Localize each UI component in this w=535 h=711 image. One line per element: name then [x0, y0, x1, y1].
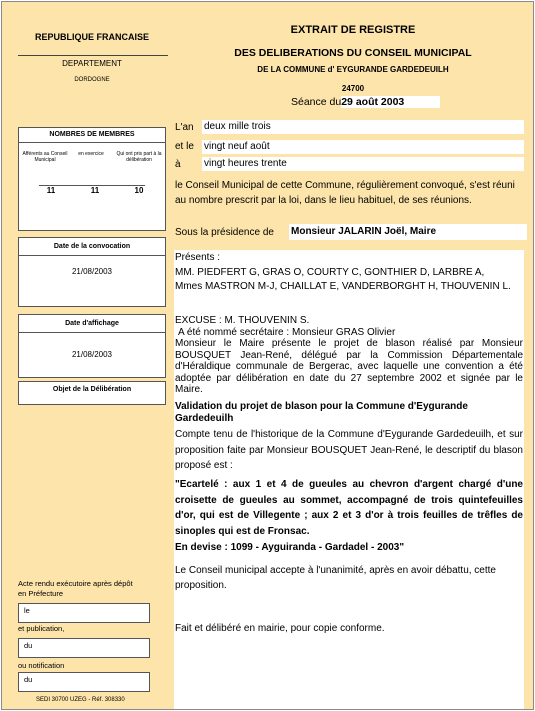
- divider: [18, 55, 168, 56]
- accepte-text: Le Conseil municipal accepte à l'unanimité, après en avoir débattu, cette proposition.: [175, 565, 496, 591]
- deliberations-title: DES DELIBERATIONS DU CONSEIL MUNICIPAL: [234, 47, 472, 59]
- secretaire-line: A été nommé secrétaire : Monsieur GRAS Olivier: [178, 327, 396, 338]
- excuse-line: EXCUSE : M. THOUVENIN S.: [175, 315, 310, 326]
- col-label-afferents: Afférents au Conseil Municipal: [22, 151, 68, 163]
- department-label: DEPARTEMENT: [62, 59, 122, 68]
- objet-label: Objet de la Délibération: [52, 386, 132, 393]
- objet-box: [18, 381, 166, 405]
- commune-title: DE LA COMMUNE d' EYGURANDE GARDEDEUILH: [257, 65, 449, 74]
- convocation-box: [18, 237, 166, 307]
- convocation-text: le Conseil Municipal de cette Commune, régulièrement convoqué, s'est réuni au nombre prescrit par la loi, dans le lieu habituel, de ses réunions.: [175, 180, 515, 206]
- presents-label: Présents :: [175, 252, 221, 263]
- members-box: [18, 127, 166, 231]
- presidence-label: Sous la présidence de: [175, 227, 274, 238]
- affichage-label: Date d'affichage: [65, 320, 119, 327]
- deliberation-page: [1, 1, 534, 710]
- validation-title: Validation du projet de blason pour la Commune d'Eygurande Gardedeuilh: [175, 401, 468, 424]
- register-title: EXTRAIT DE REGISTRE: [290, 24, 416, 36]
- a-value: vingt heures trente: [202, 157, 524, 171]
- postal-code: 24700: [341, 84, 365, 93]
- seance-line: [291, 96, 440, 108]
- divider: [19, 142, 165, 143]
- members-afferents-value: 11: [46, 186, 56, 195]
- seance-label: Séance du: [291, 96, 342, 108]
- historique-text: Compte tenu de l'historique de la Commune d'Eygurande Gardedeuilh, et sur proposition faite par Monsieur BOUSQUET Jean-René, le descriptif du blason proposé est :: [175, 429, 523, 471]
- col-label-exercice: en exercice: [78, 151, 104, 157]
- president-name: Monsieur JALARIN Joël, Maire: [289, 224, 527, 240]
- du-label: du: [24, 675, 33, 684]
- acte-line2: en Préfecture: [18, 589, 64, 598]
- republic-label: REPUBLIQUE FRANCAISE: [34, 32, 149, 42]
- seance-date: 29 août 2003: [341, 96, 440, 108]
- le-label: et le: [175, 141, 194, 152]
- le-label: le: [24, 606, 30, 615]
- deliberation-body: [174, 250, 524, 709]
- divider: [19, 255, 165, 256]
- convocation-label: Date de la convocation: [53, 243, 131, 250]
- intro-text: Monsieur le Maire présente le projet de blason réalisé par Monsieur BOUSQUET Jean-René, délégué par la Commission Départementale d'Héraldique communale de Bergerac, avec laquelle une convention a été adoptée par délibération en date du 27 septembre 2002 et signée par le Maire.: [175, 338, 523, 395]
- depot-date-field[interactable]: [18, 603, 150, 623]
- notification-label: ou notification: [18, 661, 65, 670]
- blason-text: "Ecartelé : aux 1 et 4 de gueules au chevron d'argent chargé d'une croisette de gueules au sommet, accompagné de trois quintefeuilles d'or, qui est de Villegente ; aux 2 et 3 d'or à trois feuilles de trêfles de sinoples qui est de Fronsac.: [175, 479, 523, 537]
- devise-text: En devise : 1099 - Ayguiranda - Gardadel - 2003": [175, 542, 405, 553]
- members-participants-value: 10: [134, 186, 144, 195]
- presents-list: MM. PIEDFERT G, GRAS O, COURTY C, GONTHIER D, LARBRE A, Mmes MASTRON M-J, CHAILLAT E, VANDERBORGHT H, THOUVENIN L.: [175, 267, 511, 292]
- form-reference: SEDI 30700 UZEG - Réf. 308330: [36, 697, 125, 703]
- publication-date-field[interactable]: [18, 638, 150, 658]
- acte-text: [18, 579, 168, 599]
- department-name: DORDOGNE: [74, 77, 110, 83]
- col-label-participants: Qui ont pris part à la délibération: [116, 151, 162, 163]
- le-value: vingt neuf août: [202, 140, 524, 154]
- members-title: NOMBRES DE MEMBRES: [49, 131, 135, 138]
- notification-date-field[interactable]: [18, 672, 150, 692]
- convocation-date: 21/08/2003: [71, 267, 113, 276]
- affichage-date: 21/08/2003: [71, 350, 113, 359]
- divider: [19, 332, 165, 333]
- fait-text: Fait et délibéré en mairie, pour copie conforme.: [175, 623, 385, 634]
- affichage-box: [18, 314, 166, 378]
- acte-line1: Acte rendu exécutoire après dépôt: [18, 579, 133, 588]
- publication-label: et publication,: [18, 624, 65, 633]
- members-exercice-value: 11: [90, 186, 100, 195]
- an-value: deux mille trois: [202, 120, 524, 134]
- a-label: à: [175, 159, 181, 170]
- du-label: du: [24, 641, 33, 650]
- an-label: L'an: [175, 122, 194, 133]
